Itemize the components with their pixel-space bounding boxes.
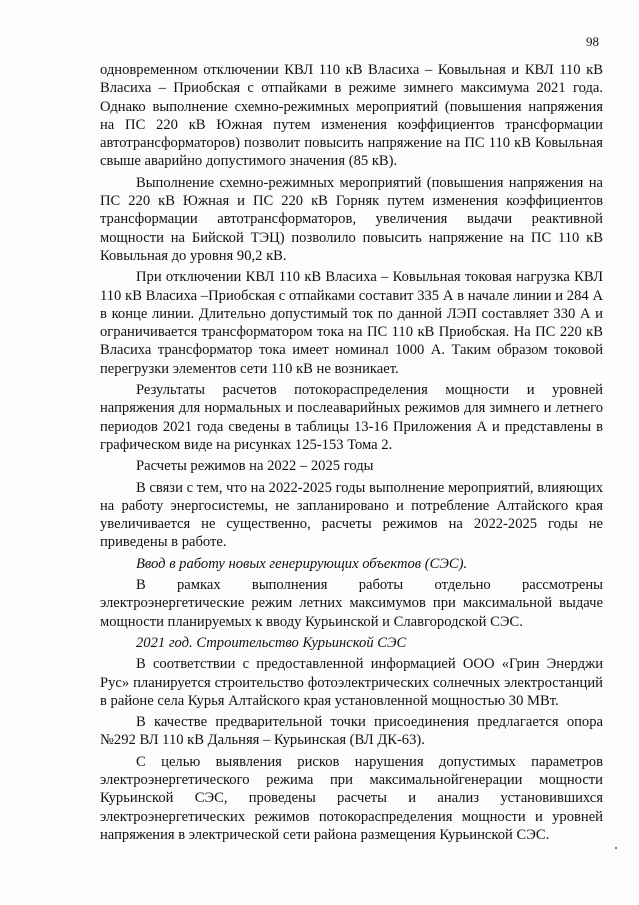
paragraph: С целью выявления рисков нарушения допустимых параметров электроэнергетического режима при максимальнойгенерации мощности Курьинской СЭС, проведены расчеты и анализ установившихся электроэнергетических режимов потокораспределения мощности и уровней напряжения в электрической сети района размещения Курьинской СЭС. [100,753,603,843]
section-heading: Ввод в работу новых генерирующих объектов (СЭС). [136,555,468,572]
paragraph: При отключении КВЛ 110 кВ Власиха – Ковыльная токовая нагрузка КВЛ 110 кВ Власиха –Приобская с отпайками составит 335 А в начале линии и 284 А в конце линии. Длительно допустимый ток по данной ЛЭП составляет 330 А и ограничивается трансформатором тока на ПС 110 кВ Приобская. На ПС 220 кВ Власиха трансформатор тока имеет номинал 1000 А. Таким образом токовой перегрузки элементов сети 110 кВ не возникает. [100,269,603,377]
paragraph: В соответствии с предоставленной информацией ООО «Грин Энерджи Рус» планируется строительство фотоэлектрических солнечных электростанций в районе села Курья Алтайского края установленной мощностью 30 МВт. [100,656,603,709]
paragraph: Расчеты режимов на 2022 – 2025 годы [136,458,374,475]
paragraph: В рамках выполнения работы отдельно рассмотрены электроэнергетические режим летних максимумов при максимальной выдаче мощности планируемых к вводу Курьинской и Славгородской СЭС. [100,577,603,630]
paragraph: В связи с тем, что на 2022-2025 годы выполнение мероприятий, влияющих на работу энергосистемы, не запланировано и потребление Алтайского края увеличивается не существенно, расчеты режимов на 2022-2025 годы не приведены в работе. [100,479,603,551]
paragraph: В качестве предварительной точки присоединения предлагается опора №292 ВЛ 110 кВ Дальняя – Курьинская (ВЛ ДК-63). [100,714,603,749]
document-body [100,61,603,847]
page-number: 98 [586,34,599,49]
section-heading: 2021 год. Строительство Курьинской СЭС [136,634,407,651]
paragraph: Результаты расчетов потокораспределения мощности и уровней напряжения для нормальных и послеаварийных режимов для зимнего и летнего периодов 2021 года сведены в таблицы 13-16 Приложения А и представлены в графическом виде на рисунках 125-153 Тома 2. [100,382,603,453]
paragraph: Выполнение схемно-режимных мероприятий (повышения напряжения на ПС 220 кВ Южная и ПС 220 кВ Горняк путем изменения коэффициентов трансформации автотрансформаторов, увеличения выдачи реактивной мощности на Бийской ТЭЦ) позволило повысить напряжение на ПС 110 кВ Ковыльная до уровня 90,2 кВ. [100,174,603,264]
paragraph-continuation: одновременном отключении КВЛ 110 кВ Власиха – Ковыльная и КВЛ 110 кВ Власиха – Приобская с отпайками в режиме зимнего максимума 2021 года. Однако выполнение схемно-режимных мероприятий (повышения напряжения на ПС 220 кВ Южная путем изменения коэффициентов трансформации автотрансформаторов) позволит повысить напряжение на ПС 110 кВ Ковыльная свыше аварийно допустимого значения (85 кВ). [100,62,603,170]
scan-speck [615,847,617,849]
